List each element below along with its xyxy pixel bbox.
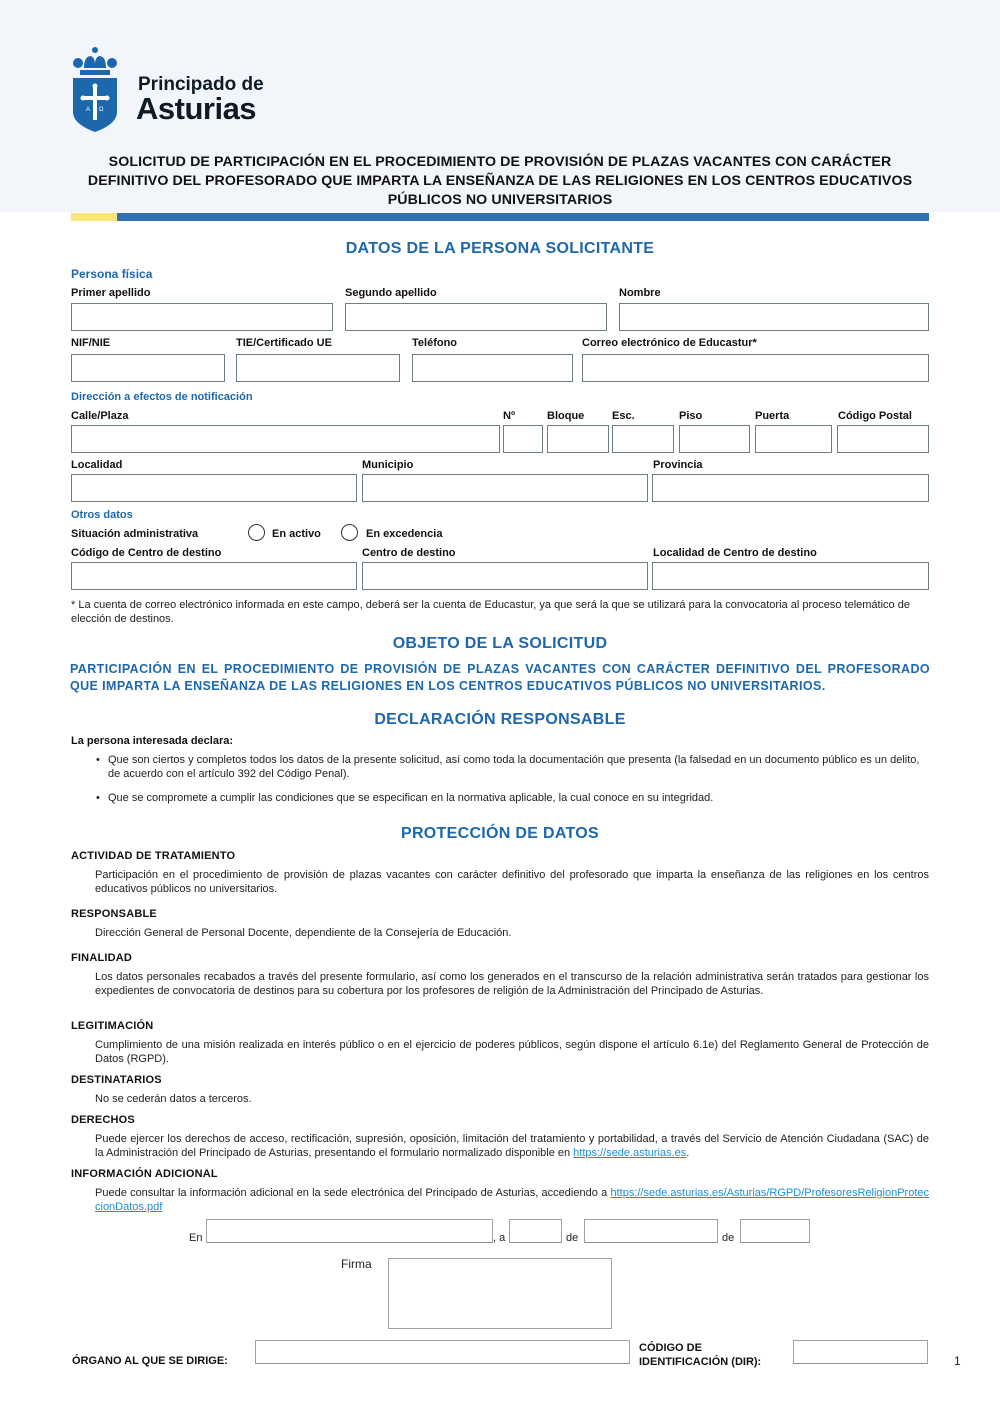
label-firma: Firma [341, 1257, 372, 1271]
subhead-persona-fisica: Persona física [71, 267, 153, 281]
provincia-field[interactable] [652, 474, 929, 502]
label-a: , a [493, 1232, 506, 1244]
label-situacion: Situación administrativa [71, 528, 199, 540]
section-title-proteccion: PROTECCIÓN DE DATOS [400, 825, 599, 842]
codigo-dir-field[interactable] [793, 1340, 928, 1364]
label-primer-apellido: Primer apellido [71, 287, 151, 299]
primer-apellido-field[interactable] [71, 303, 333, 331]
codigo-centro-field[interactable] [71, 562, 357, 590]
heading-destinatarios: DESTINATARIOS [71, 1074, 162, 1086]
label-localidad: Localidad [71, 459, 123, 471]
radio-en-activo[interactable] [248, 524, 265, 541]
label-codigo-dir: CÓDIGO DE IDENTIFICACIÓN (DIR): [639, 1342, 762, 1368]
municipio-field[interactable] [362, 474, 648, 502]
heading-info-adicional: INFORMACIÓN ADICIONAL [71, 1168, 218, 1180]
text-info-adicional: Puede consultar la información adicional en la sede electrónica del Principado de Asturias, accediendo a https://sede.asturias.es/Asturias/RGPD/ProfesoresReligionProteccionDatos.pdf [95, 1187, 929, 1213]
localidad-field[interactable] [71, 474, 357, 502]
page-number: 1 [954, 1354, 961, 1368]
bar-blue [117, 213, 929, 221]
label-en-excedencia: En excedencia [366, 528, 443, 540]
document-title: SOLICITUD DE PARTICIPACIÓN EN EL PROCEDIMIENTO DE PROVISIÓN DE PLAZAS VACANTES CON CARÁCTER DEFINITIVO DEL PROFESORADO QUE IMPARTA LA ENSEÑANZA DE LAS RELIGIONES EN LOS CENTROS EDUCATIVOS PÚBLICOS NO UNIVERSITARIOS [87, 154, 913, 208]
declaracion-item: • Que se compromete a cumplir las condiciones que se especifican en la normativa aplicable, la cual conoce en su integridad. [96, 792, 714, 804]
section-title-solicitante: DATOS DE LA PERSONA SOLICITANTE [345, 240, 655, 257]
label-numero: Nº [503, 410, 515, 422]
radio-en-excedencia[interactable] [341, 524, 358, 541]
correo-field[interactable] [582, 354, 929, 382]
dia-field[interactable] [509, 1219, 562, 1243]
declaracion-item: • Que son ciertos y completos todos los datos de la presente solicitud, así como toda la documentación que presenta (la falsedad en un documento público es un delito, de acuerdo con el artículo 392 del Código Penal). [96, 754, 920, 780]
tie-field[interactable] [236, 354, 400, 382]
firma-field[interactable] [388, 1258, 612, 1329]
bullet-icon: • [96, 792, 100, 804]
nif-field[interactable] [71, 354, 225, 382]
label-provincia: Provincia [653, 459, 703, 471]
principado-logo [72, 46, 292, 136]
text-actividad: Participación en el procedimiento de provisión de plazas vacantes con carácter definitivo del profesorado que imparta la enseñanza de las religiones en los centros educativos públicos no universitarios. [95, 869, 929, 895]
label-cp: Código Postal [838, 410, 912, 422]
calle-field[interactable] [71, 425, 500, 453]
section-title-objeto: OBJETO DE LA SOLICITUD [392, 635, 608, 652]
esc-field[interactable] [612, 425, 674, 453]
label-en: En [189, 1232, 203, 1244]
nombre-field[interactable] [619, 303, 929, 331]
logo-line2: Asturias [136, 91, 257, 126]
centro-field[interactable] [362, 562, 648, 590]
text-legitimacion: Cumplimiento de una misión realizada en interés público o en el ejercicio de poderes públicos, según dispone el artículo 6.1e) del Reglamento General de Protección de Datos (RGPD). [95, 1039, 929, 1065]
anio-field[interactable] [740, 1219, 810, 1243]
color-bar [71, 213, 929, 221]
puerta-field[interactable] [755, 425, 832, 453]
segundo-apellido-field[interactable] [345, 303, 607, 331]
email-note: * La cuenta de correo electrónico informada en este campo, deberá ser la cuenta de Educastur, ya que será la que se utilizará para la convocatoria al proceso telemático de elección de destinos. [71, 599, 910, 625]
label-calle: Calle/Plaza [71, 410, 129, 422]
label-localidad-centro: Localidad de Centro de destino [653, 547, 817, 559]
svg-text:Ω: Ω [99, 107, 104, 113]
asturias-shield-icon [72, 46, 118, 132]
text-responsable: Dirección General de Personal Docente, dependiente de la Consejería de Educación. [95, 927, 512, 939]
text-derechos: Puede ejercer los derechos de acceso, rectificación, supresión, oposición, limitación del tratamiento y portabilidad, a través del Servicio de Atención Ciudadana (SAC) de la Administración del Principado de Asturias, presentando el formulario normalizado disponible en https://sede.asturias.es. [95, 1133, 929, 1159]
numero-field[interactable] [503, 425, 543, 453]
cp-field[interactable] [837, 425, 929, 453]
label-piso: Piso [679, 410, 703, 422]
label-de-mes: de [566, 1232, 579, 1244]
label-correo: Correo electrónico de Educastur* [582, 337, 757, 349]
rgpd-link[interactable]: https://sede.asturias.es/Asturias/RGPD/ProfesoresReligionProteccionDatos.pdf [95, 1187, 929, 1213]
bar-yellow [71, 213, 117, 221]
subhead-otros-datos: Otros datos [71, 509, 133, 521]
logo-line1: Principado de [138, 74, 264, 95]
organo-field[interactable] [255, 1340, 630, 1364]
lugar-field[interactable] [206, 1219, 493, 1243]
label-nif: NIF/NIE [71, 337, 111, 349]
label-segundo-apellido: Segundo apellido [345, 287, 437, 299]
label-esc: Esc. [612, 410, 635, 422]
bloque-field[interactable] [547, 425, 609, 453]
heading-actividad: ACTIVIDAD DE TRATAMIENTO [71, 850, 236, 862]
label-telefono: Teléfono [412, 337, 458, 349]
heading-derechos: DERECHOS [71, 1114, 135, 1126]
declaracion-lead: La persona interesada declara: [71, 735, 234, 747]
text-finalidad: Los datos personales recabados a través del presente formulario, así como los generados en el transcurso de la relación administrativa serán tratados para gestionar los expedientes de convocatoria de destinos para su cobertura por los profesores de religión de la Administración del Principado de Asturias. [95, 971, 929, 997]
svg-text:A: A [86, 107, 91, 113]
subhead-direccion: Dirección a efectos de notificación [71, 391, 253, 403]
label-bloque: Bloque [547, 410, 585, 422]
objeto-text: PARTICIPACIÓN EN EL PROCEDIMIENTO DE PROVISIÓN DE PLAZAS VACANTES CON CARÁCTER DEFINITIVO DEL PROFESORADO QUE IMPARTA LA ENSEÑANZA DE LAS RELIGIONES EN LOS CENTROS EDUCATIVOS PÚBLICOS NO UNIVERSITARIOS. [70, 662, 930, 693]
mes-field[interactable] [584, 1219, 718, 1243]
section-title-declaracion: DECLARACIÓN RESPONSABLE [374, 711, 626, 728]
label-organo: ÓRGANO AL QUE SE DIRIGE: [72, 1355, 228, 1367]
label-de-anio: de [722, 1232, 735, 1244]
sede-link[interactable]: https://sede.asturias.es [573, 1147, 687, 1159]
label-en-activo: En activo [272, 528, 321, 540]
telefono-field[interactable] [412, 354, 573, 382]
label-puerta: Puerta [755, 410, 790, 422]
heading-finalidad: FINALIDAD [71, 952, 133, 964]
piso-field[interactable] [679, 425, 750, 453]
label-municipio: Municipio [362, 459, 414, 471]
bullet-icon: • [96, 754, 100, 766]
label-codigo-centro: Código de Centro de destino [71, 547, 222, 559]
heading-responsable: RESPONSABLE [71, 908, 157, 920]
localidad-centro-field[interactable] [652, 562, 929, 590]
heading-legitimacion: LEGITIMACIÓN [71, 1020, 154, 1032]
label-nombre: Nombre [619, 287, 661, 299]
text-destinatarios: No se cederán datos a terceros. [95, 1093, 252, 1105]
label-centro: Centro de destino [362, 547, 456, 559]
label-tie: TIE/Certificado UE [236, 337, 332, 349]
